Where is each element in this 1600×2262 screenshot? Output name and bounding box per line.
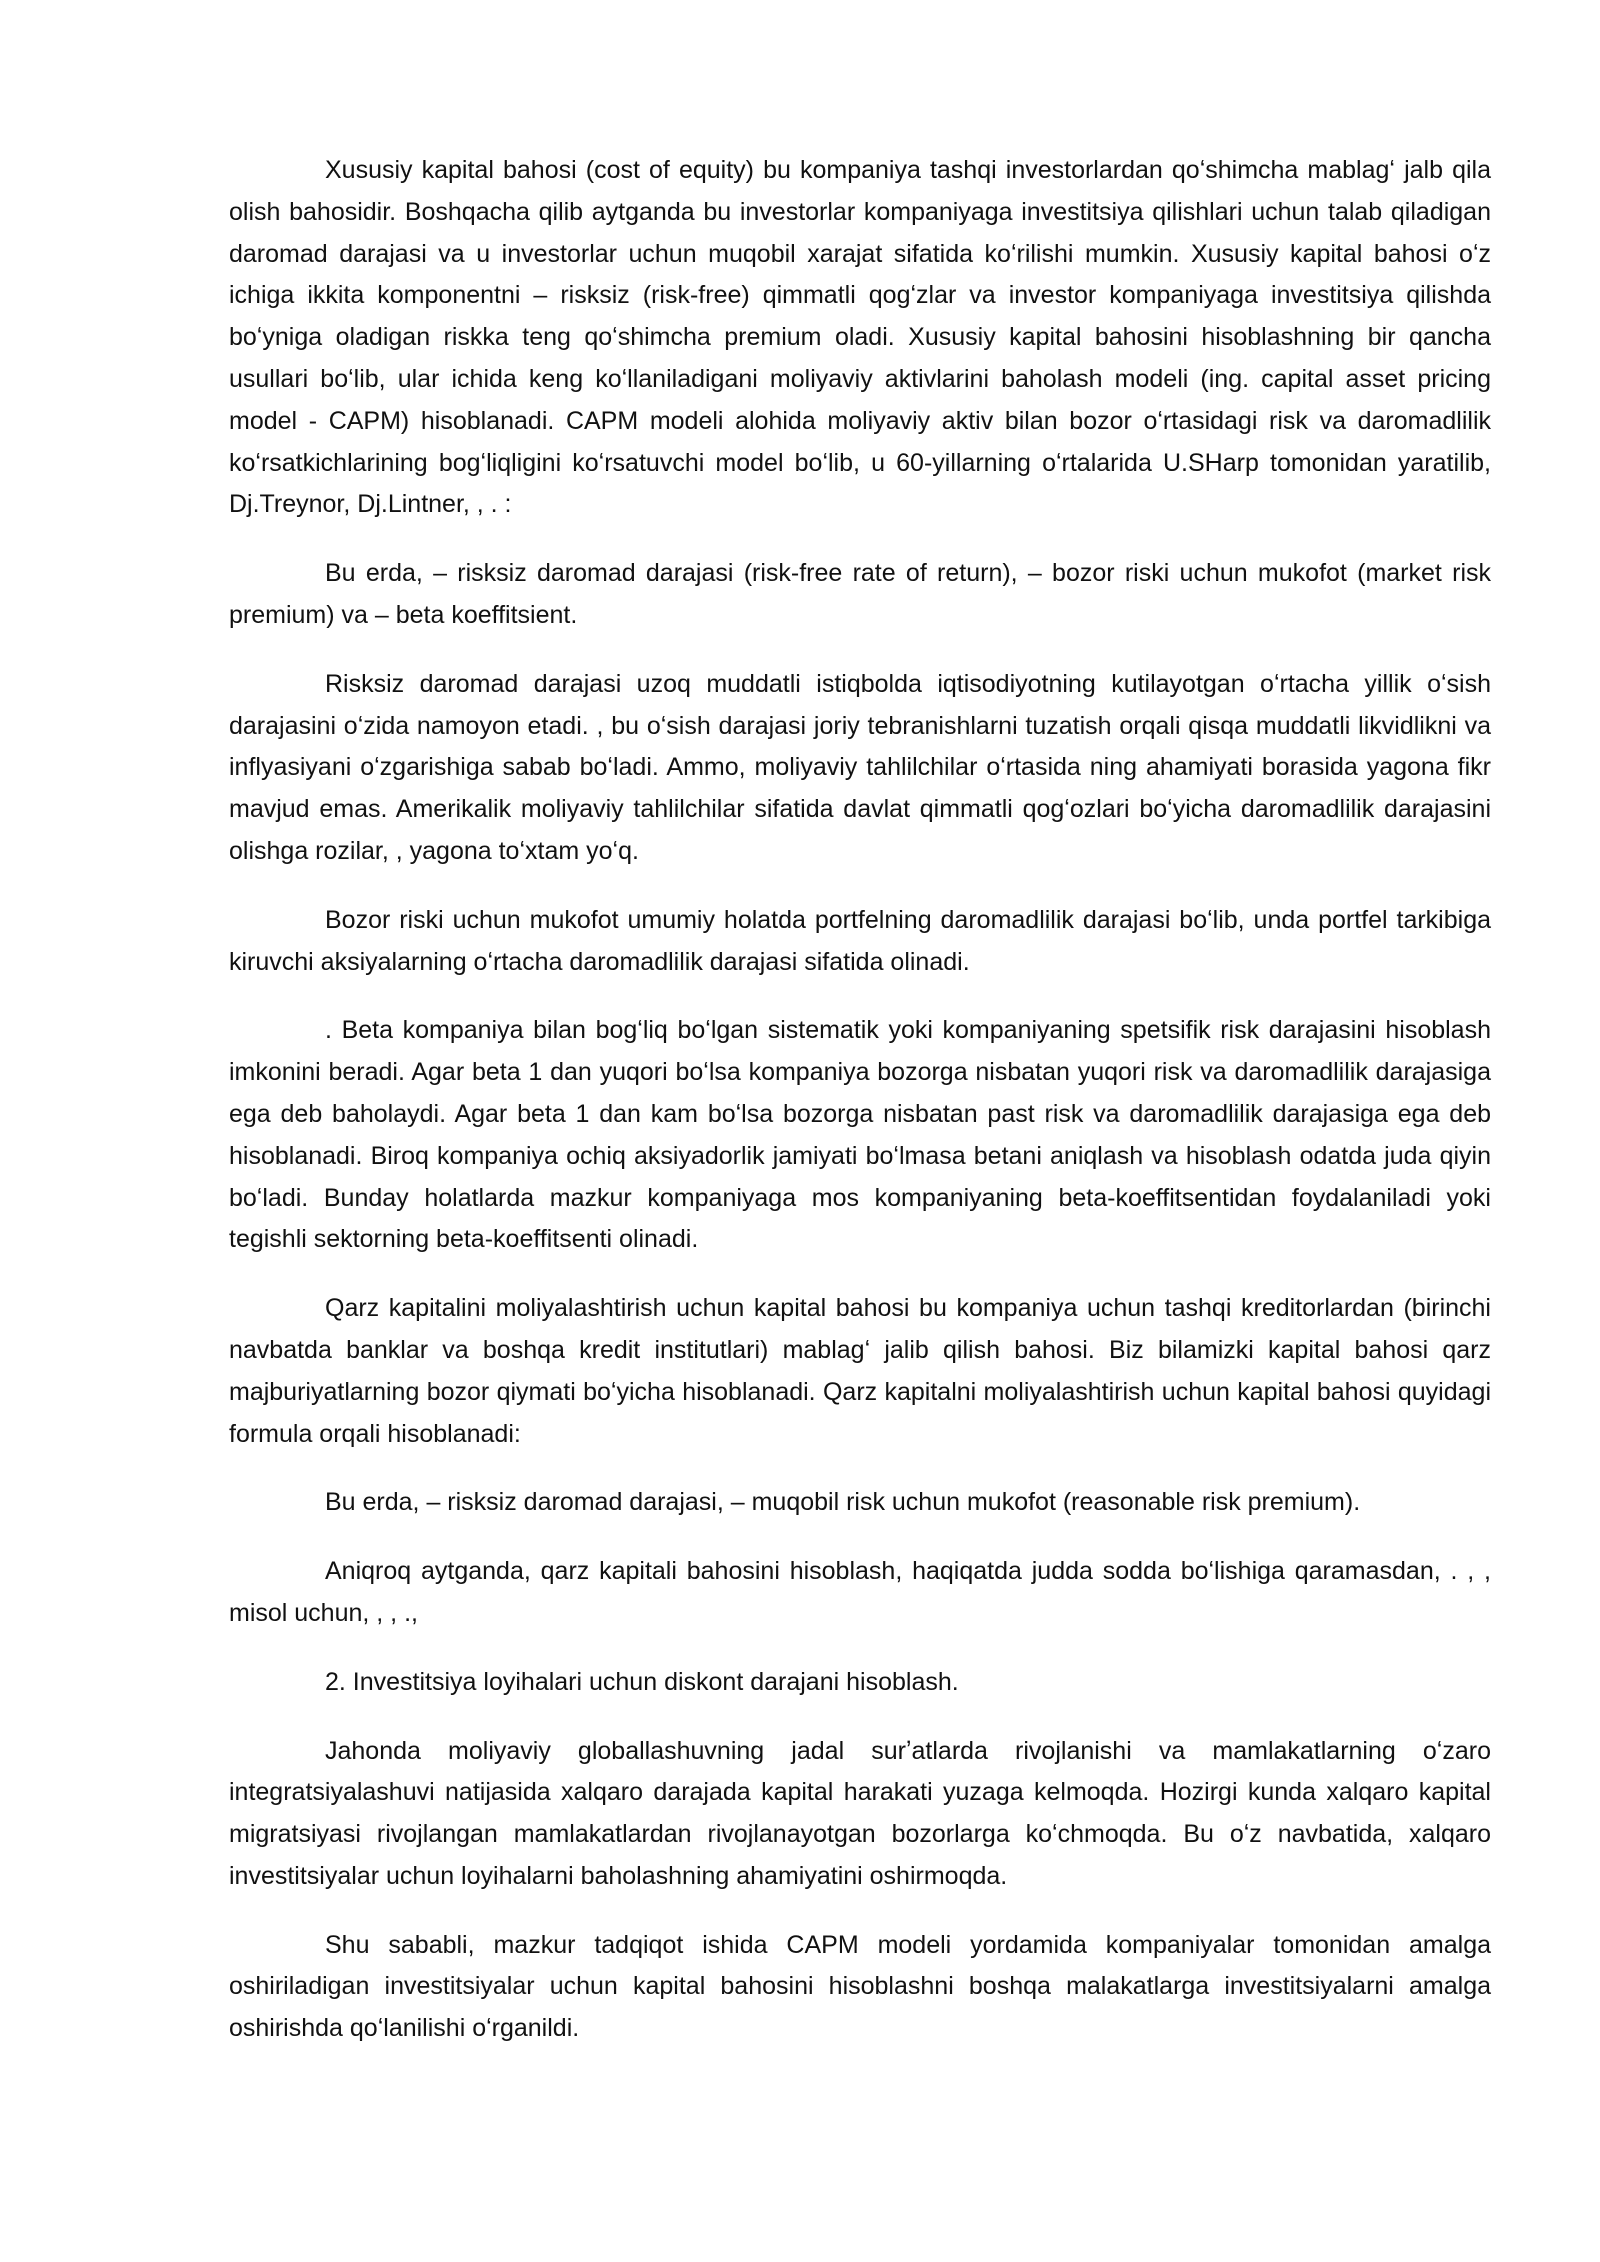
paragraph-cost-of-equity: Xususiy kapital bahosi (cost of equity) bu kompaniya tashqi investorlardan qoʻshimcha mablagʻ jalb qila olish bahosidir. Boshqacha qilib aytganda bu investorlar kompaniyaga investitsiya qilishlari uchun talab qiladigan daromad darajasi va u investorlar uchun muqobil xarajat sifatida koʻrilishi mumkin. Xususiy kapital bahosi oʻz ichiga ikkita komponentni – risksiz (risk-free) qimmatli qogʻzlar va investor kompaniyaga investitsiya qilishda boʻyniga oladigan riskka teng qoʻshimcha premium oladi. Xususiy kapital bahosini hisoblashning bir qancha usullari boʻlib, ular ichida keng koʻllaniladigani moliyaviy aktivlarini baholash modeli (ing. capital asset pricing model - CAPM) hisoblanadi. CAPM modeli alohida moliyaviy aktiv bilan bozor oʻrtasidagi risk va daromadlilik koʻrsatkichlarining bogʻliqligini koʻrsatuvchi model boʻlib, u 60-yillarning oʻrtalarida U.SHarp tomonidan yaratilib, Dj.Treynor, Dj.Lintner, , . : (229, 156, 1491, 519)
paragraph-conclusion: Shu sababli, mazkur tadqiqot ishida CAPM modeli yordamida kompaniyalar tomonidan amalga oshiriladigan investitsiyalar uchun kapital bahosini hisoblashni boshqa malakatlarga investitsiyalarni amalga oshirishda qoʻlanilishi oʻrganildi. (229, 1930, 1491, 2043)
paragraph-capm-terms: Bu erda, – risksiz daromad darajasi (risk-free rate of return), – bozor riski uchun mukofot (market risk premium) va – beta koeffitsient. (229, 559, 1491, 629)
paragraph-market-risk-premium: Bozor riski uchun mukofot umumiy holatda portfelning daromadlilik darajasi boʻlib, unda portfel tarkibiga kiruvchi aksiyalarning oʻrtacha daromadlilik darajasi sifatida olinadi. (229, 905, 1491, 976)
section-heading-discount-rate: 2. Investitsiya loyihalari uchun diskont darajani hisoblash. (325, 1667, 959, 1696)
paragraph-debt-cost-note: Aniqroq aytganda, qarz kapitali bahosini hisoblash, haqiqatda judda sodda boʻlishiga qaramasdan, . , , misol uchun, , , ., (229, 1557, 1491, 1627)
paragraph-debt-formula-terms: Bu erda, – risksiz daromad darajasi, – muqobil risk uchun mukofot (reasonable risk premium). (325, 1488, 1361, 1517)
paragraph-risk-free-rate: Risksiz daromad darajasi uzoq muddatli istiqbolda iqtisodiyotning kutilayotgan oʻrtacha yillik oʻsish darajasini oʻzida namoyon etadi. , bu oʻsish darajasi joriy tebranishlarni tuzatish orqali qisqa muddatli likvidlikni va inflyasiyani oʻzgarishiga sabab boʻladi. Ammo, moliyaviy tahlilchilar oʻrtasida ning ahamiyati borasida yagona fikr mavjud emas. Amerikalik moliyaviy tahlilchilar sifatida davlat qimmatli qogʻozlari boʻyicha daromadlilik darajasini olishga rozilar, , yagona toʻxtam yoʻq. (229, 669, 1491, 865)
paragraph-globalization: Jahonda moliyaviy globallashuvning jadal surʼatlarda rivojlanishi va mamlakatlarning oʻzaro integratsiyalashuvi natijasida xalqaro darajada kapital harakati yuzaga kelmoqda. Hozirgi kunda xalqaro kapital migratsiyasi rivojlangan mamlakatlardan rivojlanayotgan bozorlarga koʻchmoqda. Bu oʻz navbatida, xalqaro investitsiyalar uchun loyihalarni baholashning ahamiyatini oshirmoqda. (229, 1736, 1491, 1890)
paragraph-beta: . Beta kompaniya bilan bogʻliq boʻlgan sistematik yoki kompaniyaning spetsifik risk darajasini hisoblash imkonini beradi. Agar beta 1 dan yuqori boʻlsa kompaniya bozorga nisbatan yuqori risk va daromadlilik darajasiga ega deb baholaydi. Agar beta 1 dan kam boʻlsa bozorga nisbatan past risk va daromadlilik darajasiga ega deb hisoblanadi. Biroq kompaniya ochiq aksiyadorlik jamiyati boʻlmasa betani aniqlash va hisoblash odatda juda qiyin boʻladi. Bunday holatlarda mazkur kompaniyaga mos kompaniyaning beta-koeffitsentidan foydalaniladi yoki tegishli sektorning beta-koeffitsenti olinadi. (229, 1016, 1491, 1254)
document-page (229, 150, 1491, 2077)
paragraph-cost-of-debt: Qarz kapitalini moliyalashtirish uchun kapital bahosi bu kompaniya uchun tashqi kreditorlardan (birinchi navbatda banklar va boshqa kredit institutlari) mablagʻ jalib qilish bahosi. Biz bilamizki kapital bahosi qarz majburiyatlarning bozor qiymati boʻyicha hisoblanadi. Qarz kapitalni moliyalashtirish uchun kapital bahosi quyidagi formula orqali hisoblanadi: (229, 1294, 1491, 1448)
